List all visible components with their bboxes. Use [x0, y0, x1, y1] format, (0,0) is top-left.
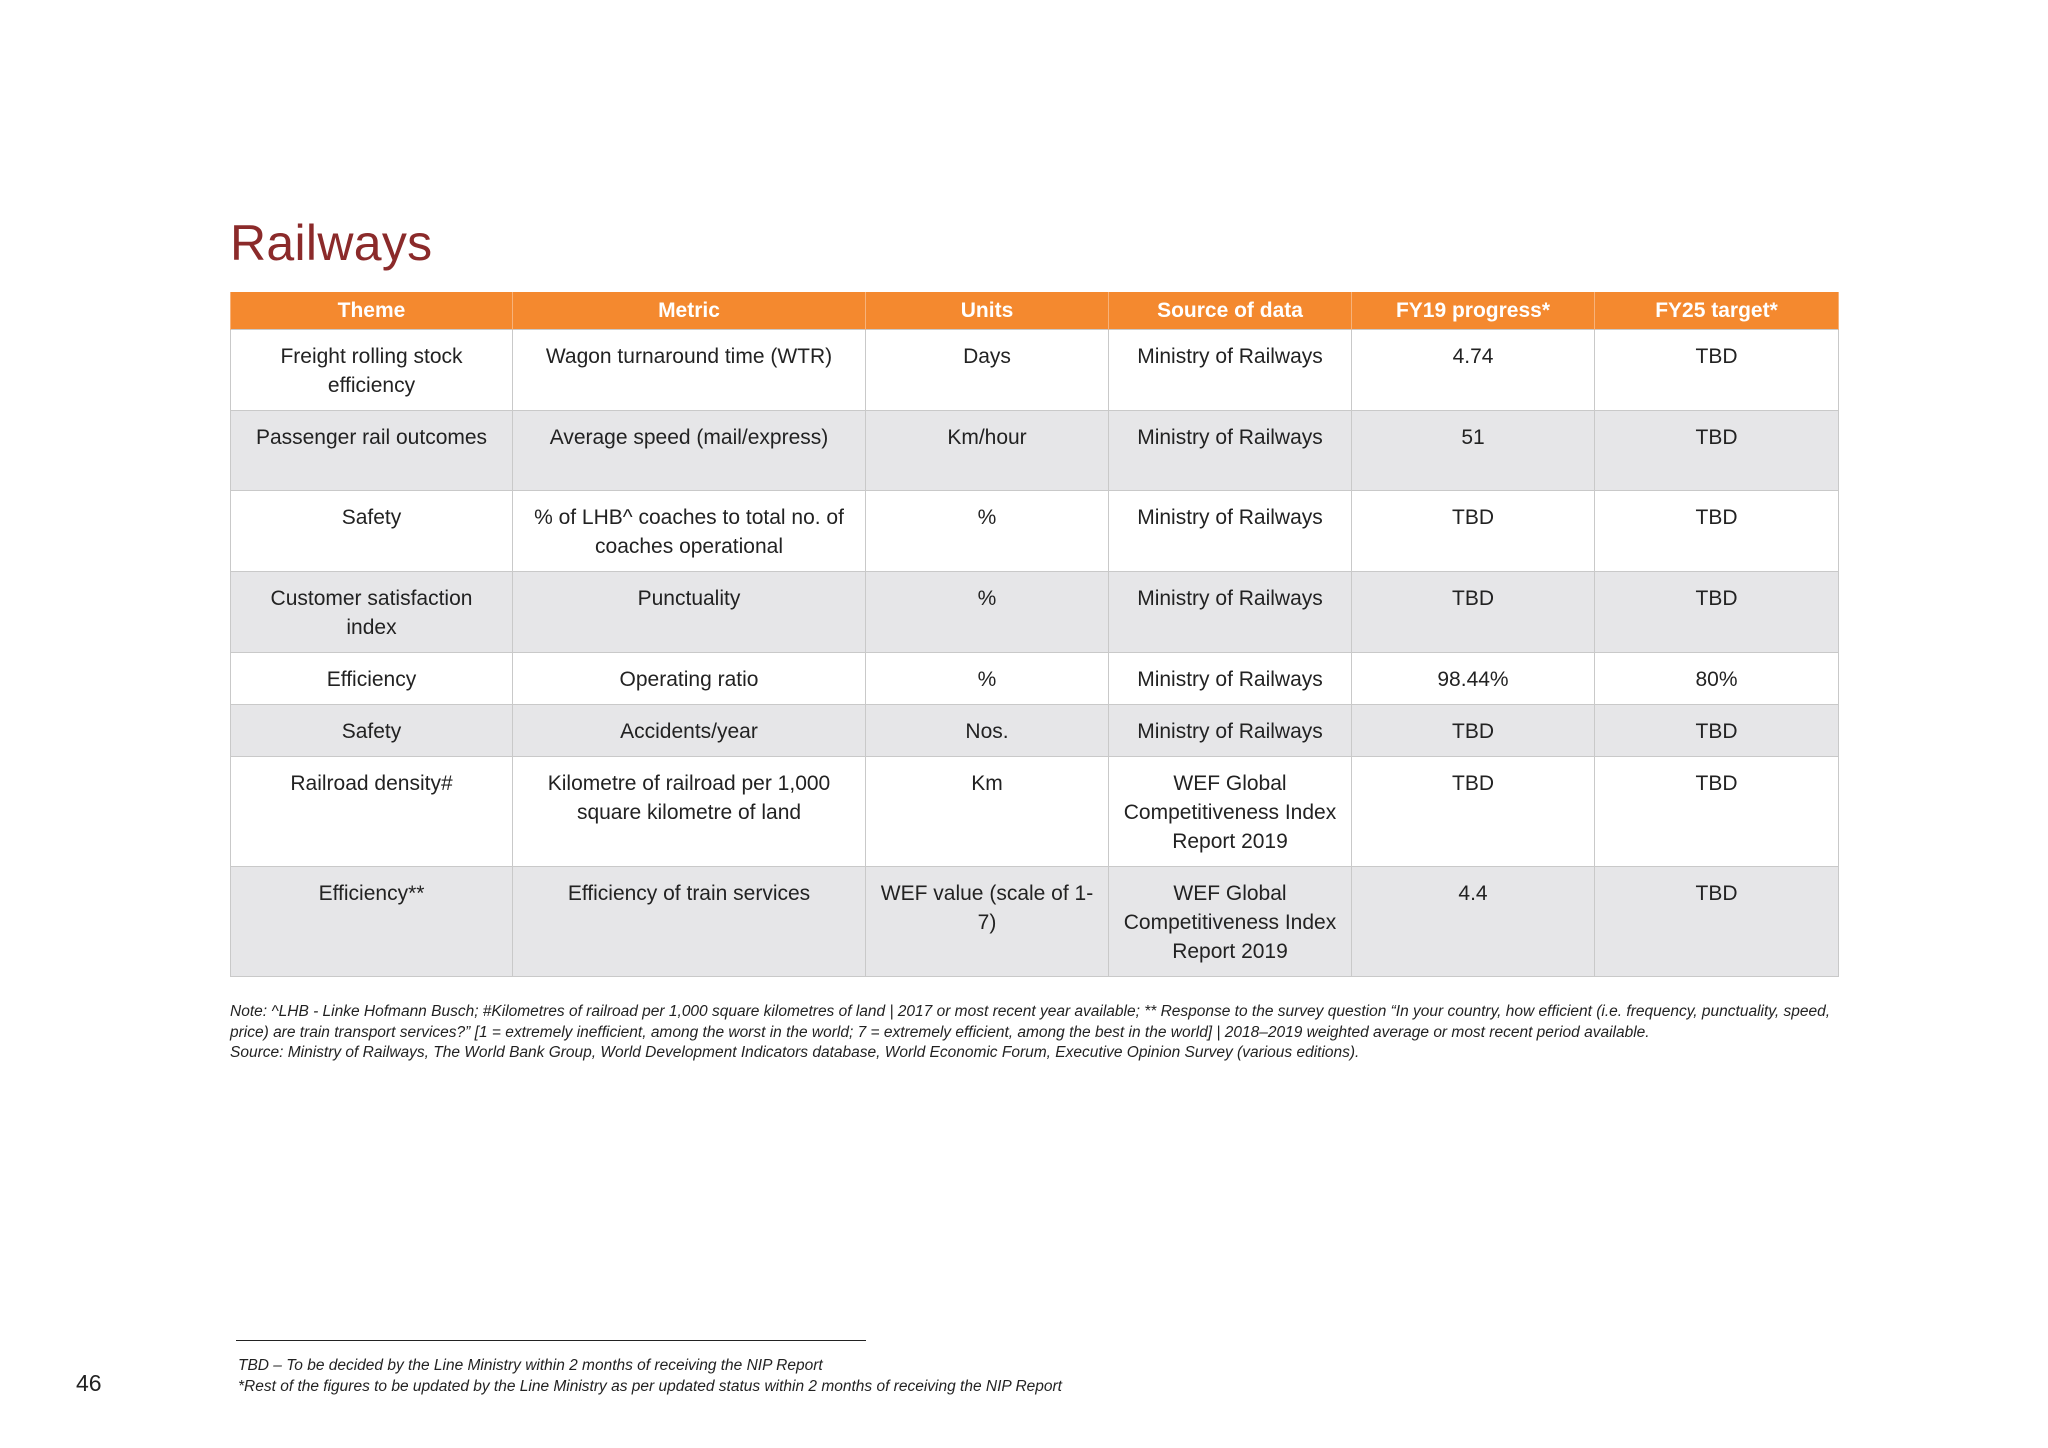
cell-units: % [866, 491, 1109, 572]
cell-fy19: TBD [1352, 572, 1595, 653]
header-units: Units [866, 292, 1109, 330]
cell-metric: Efficiency of train services [513, 867, 866, 977]
table-row [231, 705, 1839, 757]
cell-units: % [866, 572, 1109, 653]
cell-source: Ministry of Railways [1109, 572, 1352, 653]
cell-metric: Punctuality [513, 572, 866, 653]
cell-theme: Safety [231, 491, 513, 572]
table-row [231, 757, 1839, 867]
cell-theme: Freight rolling stock efficiency [231, 330, 513, 411]
table-row [231, 572, 1839, 653]
cell-fy25: TBD [1595, 705, 1839, 757]
header-source: Source of data [1109, 292, 1352, 330]
cell-source: WEF Global Competitiveness Index Report 2019 [1109, 757, 1352, 867]
cell-units: Nos. [866, 705, 1109, 757]
header-metric: Metric [513, 292, 866, 330]
footnote-rest-figures: *Rest of the figures to be updated by the Line Ministry as per updated status within 2 months of receiving the NIP Report [238, 1378, 1062, 1395]
source-text: Source: Ministry of Railways, The World Bank Group, World Development Indicators database, World Economic Forum, Executive Opinion Survey (various editions). [230, 1044, 1360, 1061]
cell-theme: Safety [231, 705, 513, 757]
cell-fy25: TBD [1595, 411, 1839, 491]
cell-source: Ministry of Railways [1109, 411, 1352, 491]
table-row [231, 867, 1839, 977]
cell-fy25: TBD [1595, 757, 1839, 867]
cell-fy19: 98.44% [1352, 653, 1595, 705]
cell-fy25: TBD [1595, 491, 1839, 572]
cell-units: Km/hour [866, 411, 1109, 491]
cell-units: Days [866, 330, 1109, 411]
note-text: Note: ^LHB - Linke Hofmann Busch; #Kilometres of railroad per 1,000 square kilometres of land | 2017 or most recent year available; ** Response to the survey question “In your country, how efficient (i.e. frequency, punctuality, speed, price) are train transport services?” [1 = extremely inefficient, among the worst in the world; 7 = extremely efficient, among the best in the world] | 2018–2019 weighted average or most recent period available. [230, 1003, 1831, 1041]
footnotes [238, 1355, 1062, 1397]
footnote-tbd: TBD – To be decided by the Line Ministry within 2 months of receiving the NIP Report [238, 1357, 823, 1374]
header-theme: Theme [231, 292, 513, 330]
cell-theme: Efficiency** [231, 867, 513, 977]
table-row [231, 411, 1839, 491]
cell-fy25: 80% [1595, 653, 1839, 705]
cell-metric: Wagon turnaround time (WTR) [513, 330, 866, 411]
cell-units: % [866, 653, 1109, 705]
cell-fy19: 4.74 [1352, 330, 1595, 411]
cell-fy25: TBD [1595, 572, 1839, 653]
cell-fy19: TBD [1352, 757, 1595, 867]
cell-theme: Efficiency [231, 653, 513, 705]
cell-units: Km [866, 757, 1109, 867]
cell-fy19: TBD [1352, 705, 1595, 757]
cell-source: Ministry of Railways [1109, 491, 1352, 572]
table-row [231, 330, 1839, 411]
table-row [231, 491, 1839, 572]
cell-metric: Kilometre of railroad per 1,000 square kilometre of land [513, 757, 866, 867]
cell-metric: Accidents/year [513, 705, 866, 757]
cell-source: Ministry of Railways [1109, 330, 1352, 411]
cell-metric: Average speed (mail/express) [513, 411, 866, 491]
cell-units: WEF value (scale of 1-7) [866, 867, 1109, 977]
cell-fy19: 4.4 [1352, 867, 1595, 977]
cell-fy25: TBD [1595, 330, 1839, 411]
page-number: 46 [76, 1370, 102, 1396]
header-fy19-progress: FY19 progress* [1352, 292, 1595, 330]
railways-table [230, 292, 1839, 977]
cell-source: Ministry of Railways [1109, 705, 1352, 757]
cell-fy25: TBD [1595, 867, 1839, 977]
header-fy25-target: FY25 target* [1595, 292, 1839, 330]
cell-source: WEF Global Competitiveness Index Report 2019 [1109, 867, 1352, 977]
table-row [231, 653, 1839, 705]
footnote-divider [236, 1340, 866, 1341]
cell-theme: Passenger rail outcomes [231, 411, 513, 491]
cell-fy19: TBD [1352, 491, 1595, 572]
cell-theme: Customer satisfaction index [231, 572, 513, 653]
page-title: Railways [230, 215, 433, 271]
table-notes [230, 1002, 1840, 1064]
cell-metric: Operating ratio [513, 653, 866, 705]
cell-theme: Railroad density# [231, 757, 513, 867]
table-header-row [231, 292, 1839, 330]
cell-source: Ministry of Railways [1109, 653, 1352, 705]
cell-fy19: 51 [1352, 411, 1595, 491]
cell-metric: % of LHB^ coaches to total no. of coaches operational [513, 491, 866, 572]
